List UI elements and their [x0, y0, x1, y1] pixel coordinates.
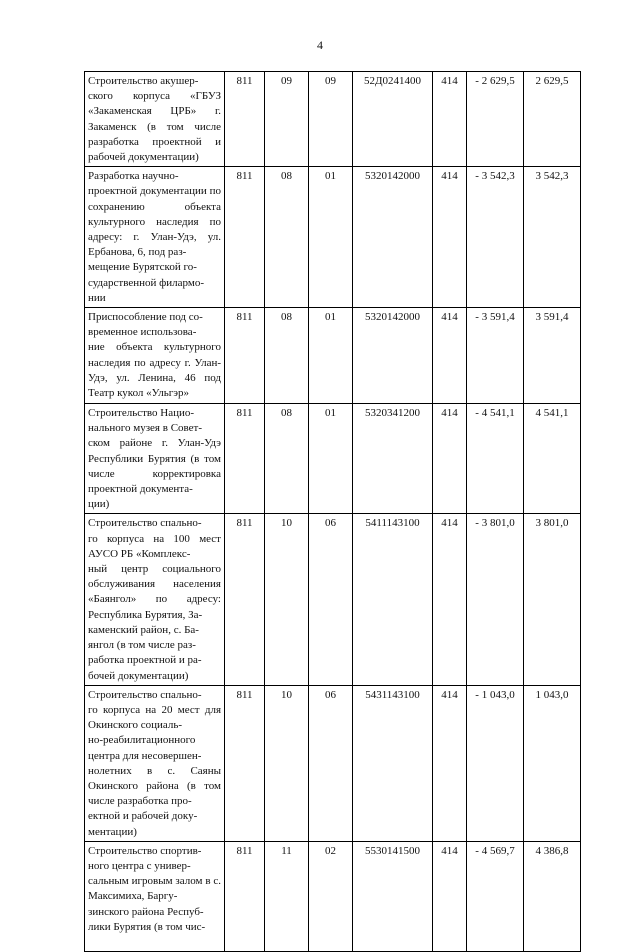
- table-row: [85, 685, 581, 841]
- object-description-cell: Строительство спально- го корпуса на 100 мест АУСО РБ «Комплекс- ный центр социального обслуживания населения «Баянгол» по адресу: Республика Бурятия, За- каменский район, с. Ба- янгол (в том числе раз- работка проектной и ра- бочей документации): [85, 514, 225, 685]
- amount-change-cell: - 3 591,4: [467, 308, 524, 404]
- target-article-cell: 5320142000: [353, 167, 433, 308]
- amount-total-cell: 1 043,0: [524, 685, 581, 841]
- object-description-cell: Строительство спортив- ного центра с универ- сальным игровым залом в с. Максимиха, Баргу- зинского района Респуб- лики Бурятия (в том чис-: [85, 841, 225, 951]
- expense-type-cell: 414: [433, 841, 467, 951]
- target-article-cell: 5530141500: [353, 841, 433, 951]
- table-body: [85, 72, 581, 952]
- section-code-cell: 08: [265, 167, 309, 308]
- table-row: [85, 404, 581, 514]
- amount-change-cell: - 4 569,7: [467, 841, 524, 951]
- amount-total-cell: 4 541,1: [524, 404, 581, 514]
- amount-change-cell: - 3 542,3: [467, 167, 524, 308]
- expense-type-cell: 414: [433, 167, 467, 308]
- object-description-cell: Приспособление под со- временное использова- ние объекта культурного наследия по адресу г. Улан-Удэ, ул. Ленина, 46 под Театр кукол «Ульгэр»: [85, 308, 225, 404]
- table-row: [85, 514, 581, 685]
- expense-type-cell: 414: [433, 404, 467, 514]
- target-article-cell: 5320341200: [353, 404, 433, 514]
- ministry-code-cell: 811: [225, 167, 265, 308]
- section-code-cell: 09: [265, 72, 309, 167]
- table-row: [85, 167, 581, 308]
- subsection-code-cell: 02: [309, 841, 353, 951]
- section-code-cell: 10: [265, 514, 309, 685]
- ministry-code-cell: 811: [225, 685, 265, 841]
- expense-type-cell: 414: [433, 514, 467, 685]
- amount-change-cell: - 3 801,0: [467, 514, 524, 685]
- amount-change-cell: - 4 541,1: [467, 404, 524, 514]
- ministry-code-cell: 811: [225, 514, 265, 685]
- expense-type-cell: 414: [433, 308, 467, 404]
- subsection-code-cell: 01: [309, 167, 353, 308]
- table-row: [85, 72, 581, 167]
- amount-total-cell: 2 629,5: [524, 72, 581, 167]
- amount-total-cell: 4 386,8: [524, 841, 581, 951]
- budget-table: [84, 71, 581, 952]
- section-code-cell: 08: [265, 308, 309, 404]
- ministry-code-cell: 811: [225, 72, 265, 167]
- subsection-code-cell: 06: [309, 685, 353, 841]
- table-row: [85, 308, 581, 404]
- table-row: [85, 841, 581, 951]
- subsection-code-cell: 01: [309, 308, 353, 404]
- section-code-cell: 11: [265, 841, 309, 951]
- target-article-cell: 52Д0241400: [353, 72, 433, 167]
- object-description-cell: Строительство спально- го корпуса на 20 мест для Окинского социаль- но-реабилитационного центра для несовершен- нолетних в с. Саяны Окинского района (в том числе разработка про- ектной и рабочей доку- ментации): [85, 685, 225, 841]
- target-article-cell: 5411143100: [353, 514, 433, 685]
- ministry-code-cell: 811: [225, 308, 265, 404]
- section-code-cell: 08: [265, 404, 309, 514]
- amount-total-cell: 3 801,0: [524, 514, 581, 685]
- subsection-code-cell: 06: [309, 514, 353, 685]
- subsection-code-cell: 01: [309, 404, 353, 514]
- amount-total-cell: 3 591,4: [524, 308, 581, 404]
- target-article-cell: 5320142000: [353, 308, 433, 404]
- object-description-cell: Строительство Нацио- нального музея в Совет- ском районе г. Улан-Удэ Республики Бурятия (в том числе корректировка проектной документа- ции): [85, 404, 225, 514]
- expense-type-cell: 414: [433, 685, 467, 841]
- subsection-code-cell: 09: [309, 72, 353, 167]
- target-article-cell: 5431143100: [353, 685, 433, 841]
- section-code-cell: 10: [265, 685, 309, 841]
- expense-type-cell: 414: [433, 72, 467, 167]
- amount-total-cell: 3 542,3: [524, 167, 581, 308]
- page-number: 4: [317, 38, 323, 52]
- amount-change-cell: - 2 629,5: [467, 72, 524, 167]
- amount-change-cell: - 1 043,0: [467, 685, 524, 841]
- object-description-cell: Разработка научно- проектной документации по сохранению объекта культурного наследия по адресу: г. Улан-Удэ, ул. Ербанова, 6, под раз- мещение Бурятской го- сударственной филармо- нии: [85, 167, 225, 308]
- ministry-code-cell: 811: [225, 404, 265, 514]
- object-description-cell: Строительство акушер- ского корпуса «ГБУЗ «Закаменская ЦРБ» г. Закаменск (в том числе разработка проектной и рабочей документации): [85, 72, 225, 167]
- ministry-code-cell: 811: [225, 841, 265, 951]
